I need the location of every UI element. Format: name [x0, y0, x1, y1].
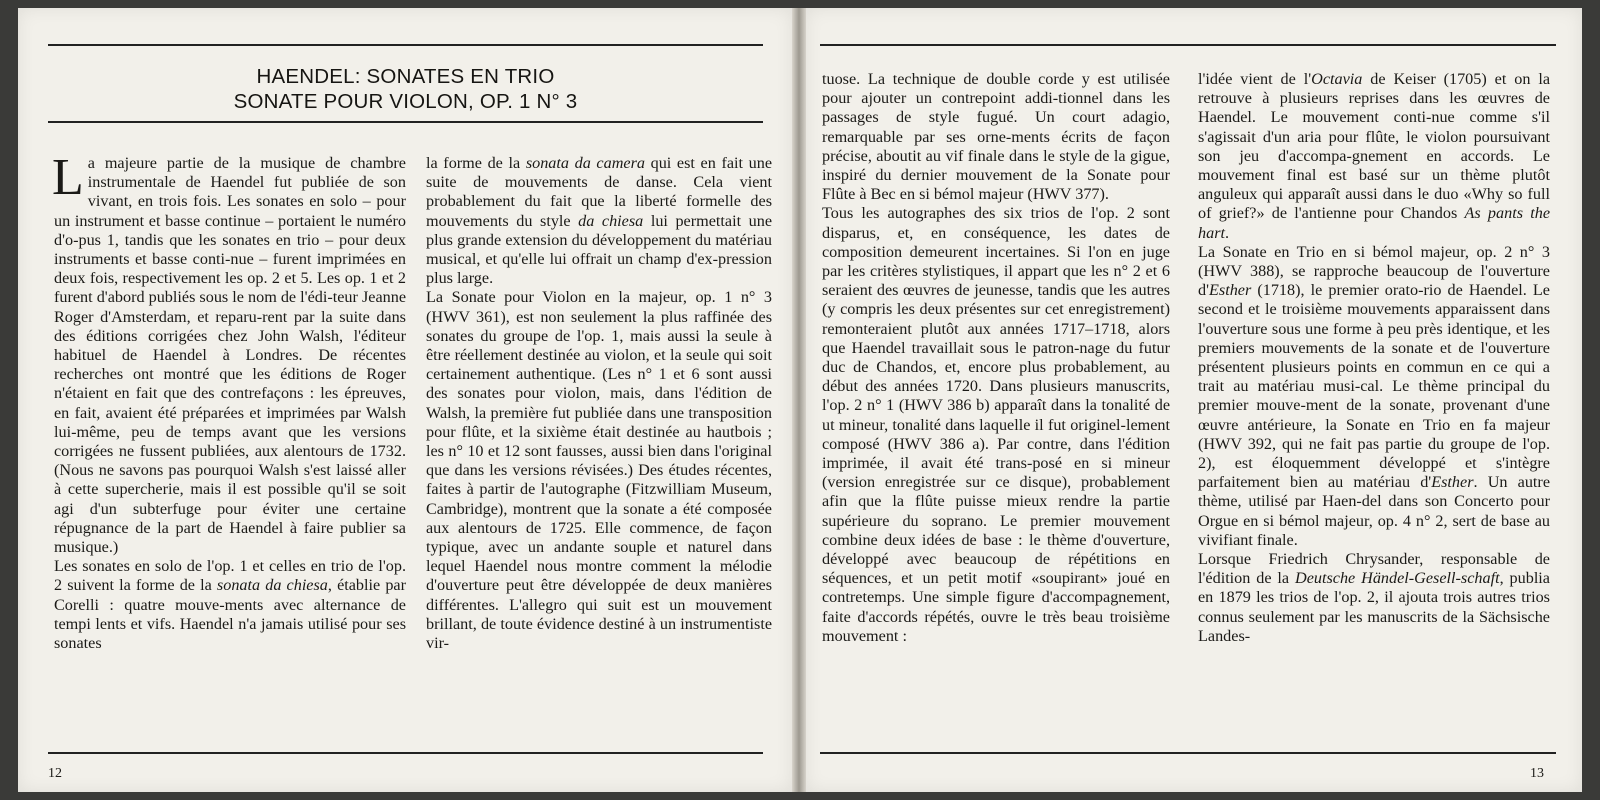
text-run: lui permettait une plus grande extension du développement du matériau musical, et qu'elle lui offrait un champ d'ex-pression plus large. [426, 211, 773, 288]
paragraph [426, 154, 772, 288]
text-column-2 [426, 154, 772, 653]
text-run: qui est en fait une suite de mouvements de danse. Cela vient probablement du fait que la liberté formelle des mouvements du style [426, 154, 773, 230]
text-run: l'idée vient de l' [1198, 70, 1312, 88]
paragraph: Tous les autographes des six trios de l'op. 2 sont disparus, et, en conséquence, les dates de composition demeurent incertaines. Si l'on en juge par les critères stylistiques, il appart que les n° 2 et 6 seraient des œuvres de jeunesse, tandis que les autres (y compris les deux présentes sur cet enregistrement) remonteraient plutôt aux années 1717–1718, alors que Haendel travaillait sous le patron-nage du futur duc de Chandos, et, encore plus probablement, au début des années 1720. Dans plusieurs manuscrits, l'op. 2 n° 1 (HWV 386 b) apparaît dans la tonalité de ut mineur, tonalité dans laquelle il fut originel-lement composé (HWV 386 a). Par contre, dans l'édition imprimée, il avait été trans-posé en si mineur (version enregistrée sur ce disque), probablement afin que la flûte puisse mieux rendre la partie supérieure du soprano. Le premier mouvement combine deux idées de base : le thème d'ouverture, développé avec beaucoup de répétitions en séquences, et un petit motif «soupirant» joué en contretemps. Une simple figure d'accompagnement, faite d'accords répétés, ouvre le très beau troisième mouvement : [822, 204, 1170, 645]
paragraph [1198, 70, 1550, 243]
italic-term: As pants the hart [1198, 204, 1551, 242]
page-title [48, 64, 763, 114]
text-run: (1718), le premier orato-rio de Haendel. Le second et le troisième mouvements apparaissent dans l'ouverture sous une forme à peu près identique, et les premiers mouvements de la sonate et de l'ouverture présentent plusieurs points en commun en ce qui a trait au matériau musi-cal. Le thème principal du premier mouve-ment de la sonate, provenant d'une œuvre antérieure, la Sonate en Trio en fa majeur (HWV 392, qui ne fait pas partie du groupe de l'op. 2), est éloquemment développé et s'intègre parfaitement bien au matériau d' [1198, 281, 1550, 492]
italic-term: Esther [1209, 281, 1252, 300]
text-run: , établie par Corelli : quatre mouve-ments avec alternance de tempi lents et vifs. Haendel n'a jamais utilisé pour ses sonates [54, 576, 407, 653]
text-column-4 [1198, 70, 1550, 646]
text-run: . Un autre thème, utilisé par Haen-del dans son Concerto pour Orgue en si bémol majeur, op. 4 n° 2, sert de base au vivifiant finale. [1198, 473, 1551, 549]
bottom-rule [820, 752, 1556, 754]
text-run: . [1225, 223, 1230, 242]
paragraph [52, 149, 406, 557]
text-run: la forme de la [426, 154, 526, 172]
italic-term: Esther [1431, 473, 1474, 492]
title-rule [48, 121, 763, 123]
bottom-rule [48, 752, 763, 754]
italic-term: sonata da chiesa [216, 576, 328, 595]
paragraph: La Sonate pour Violon en la majeur, op. 1 n° 3 (HWV 361), est non seulement la plus raffinée des sonates du groupe de l'op. 1, mais aussi la seule à être réellement destinée au violon, et la seule qui soit certainement authentique. (Les n° 1 et 6 sont aussi des sonates pour violon, mais, dans l'édition de Walsh, la première fut publiée dans une transposition pour flûte, et la sixième était destinée au hautbois ; les n° 10 et 12 sont fausses, aussi bien dans l'original que dans les versions révisées.) Des études récentes, faites à partir de l'autographe (Fitzwilliam Museum, Cambridge), montrent que la sonate a été composée aux alentours de 1725. Elle commence, de façon typique, avec un andante souple et naturel dans lequel Haendel nous montre comment la mélodie d'ouverture peut être développée de deux manières différentes. L'allegro qui suit est un mouvement brillant, de toute évidence destiné à un instrumentiste vir- [426, 288, 772, 653]
text-column-3 [822, 70, 1170, 646]
paragraph: tuose. La technique de double corde y est utilisée pour ajouter un contrepoint addi-tionnel dans les passages de style fugué. Un court adagio, remarquable par ses orne-ments écrits de façon précise, aboutit au vif finale dans le style de la gigue, inspiré du dernier mouvement de la Sonate pour Flûte à Bec en si bémol majeur (HWV 377). [822, 70, 1170, 204]
italic-term: da chiesa [578, 211, 644, 230]
page-number: 13 [1530, 766, 1544, 781]
text-run: Les sonates en solo de l'op. 1 et celles en trio de l'op. 2 suivent la forme de la [54, 557, 406, 595]
drop-cap: L [52, 149, 84, 206]
booklet-page-right [806, 8, 1582, 792]
text-run: de Keiser (1705) et on la retrouve à plusieurs reprises dans les œuvres de Haendel. Le mouvement conti-nue comme s'il s'agissait d'un aria pour flûte, le violon poursuivant son jeu d'accompa-gnement en accords. Le mouvement final est basé sur un thème plutôt anguleux qui apparaît aussi dans le duo «Why so full of grief?» de l'antienne pour Chandos [1198, 70, 1551, 223]
title-line-1: HAENDEL: SONATES EN TRIO [256, 65, 555, 88]
booklet-page-left [18, 8, 792, 792]
italic-term: Octavia [1311, 70, 1363, 88]
booklet-spine [792, 8, 806, 792]
paragraph [1198, 243, 1550, 550]
italic-term: Deutsche Händel-Gesell-schaft [1295, 569, 1500, 588]
top-rule [820, 44, 1556, 46]
paragraph-text: a majeure partie de la musique de chambre instrumentale de Haendel fut publiée de son vivant, en trois fois. Les sonates en solo – pour un instrument et basse continue – portaient le numéro d'o-pus 1, tandis que les sonates en trio – pour deux instruments et basse conti-nue – furent imprimées en deux fois, respectivement les op. 2 et 5. Les op. 1 et 2 furent d'abord publiés sous le nom de l'édi-teur Jeanne Roger d'Amsterdam, et reparu-rent par la suite dans des éditions corrigées chez John Walsh, l'éditeur habituel de Haendel à Londres. De récentes recherches ont montré que les éditions de Roger n'étaient en fait que des contrefaçons : les épreuves, en fait, avaient été préparées et imprimées par Walsh lui-même, peu de temps avant que les versions corrigées ne fussent publiées, aux alentours de 1732. (Nous ne savons pas pourquoi Walsh s'est laissé aller à cette supercherie, mais il est possible qu'il se soit agi d'un subterfuge pour éviter une certaine répugnance de la part de Haendel à faire publier sa musique.) [54, 154, 406, 557]
text-run: Lorsque Friedrich Chrysander, responsable de l'édition de la [1198, 550, 1550, 588]
paragraph [54, 557, 406, 653]
text-column-1 [52, 149, 407, 653]
page-number: 12 [48, 766, 62, 781]
italic-term: sonata da camera [525, 154, 645, 172]
title-line-2: SONATE POUR VIOLON, OP. 1 N° 3 [233, 90, 578, 113]
top-rule [48, 44, 763, 46]
text-run: , publia en 1879 les trios de l'op. 2, il ajouta trois autres trios connus seulement par les manuscrits de la Sächsische Landes- [1198, 569, 1550, 645]
text-run: La Sonate en Trio en si bémol majeur, op. 2 n° 3 (HWV 388), se rapproche beaucoup de l'ouverture d' [1198, 242, 1550, 300]
paragraph [1198, 550, 1550, 646]
